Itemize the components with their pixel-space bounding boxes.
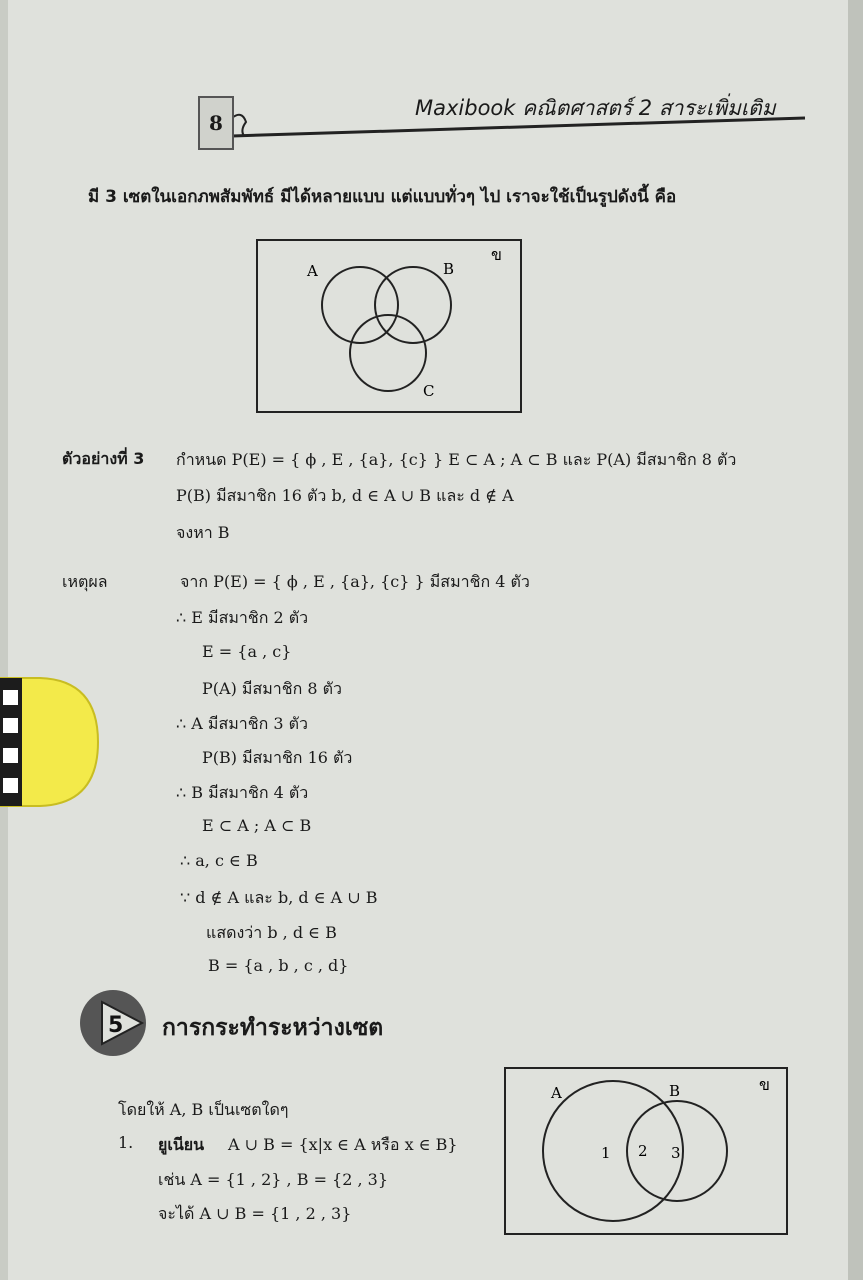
page-edge (848, 0, 863, 1280)
venn-diagram-three-sets (255, 238, 525, 416)
universe-box (257, 240, 521, 412)
header-underline (0, 0, 863, 160)
running-header-title: Maxibook คณิตศาสตร์ 2 สาระเพิ่มเติม (415, 96, 776, 120)
example-label: ตัวอย่างที่ 3 (62, 449, 145, 468)
region-1: 1 (601, 1144, 611, 1162)
ops-item-number: 1. (118, 1133, 134, 1152)
reason-line: B = {a , b , c , d} (208, 956, 349, 975)
section-title: การกระทำระหว่างเซต (162, 1015, 384, 1041)
example-line-3: จงหา B (176, 523, 230, 542)
example-line-1: กำหนด P(E) = { ϕ , E , {a}, {c} } E ⊂ A ; A ⊂ B และ P(A) มีสมาชิก 8 ตัว (176, 450, 737, 469)
reason-line: ∴ E มีสมาชิก 2 ตัว (176, 608, 309, 627)
reason-line: E ⊂ A ; A ⊂ B (202, 816, 312, 835)
ops-intro: โดยให้ A, B เป็นเซตใดๆ (118, 1100, 289, 1119)
yellow-page-clip (0, 676, 100, 808)
reason-line: ∴ a, c ∈ B (180, 851, 258, 870)
reason-line: ∴ B มีสมาชิก 4 ตัว (176, 783, 309, 802)
reason-label: เหตุผล (62, 572, 108, 591)
region-2: 2 (638, 1142, 648, 1160)
ops-item-title: ยูเนียน (158, 1135, 205, 1154)
set-c-circle (350, 315, 426, 391)
reason-line: P(B) มีสมาชิก 16 ตัว (202, 748, 353, 767)
reason-line: จาก P(E) = { ϕ , E , {a}, {c} } มีสมาชิก 4 ตัว (180, 572, 530, 591)
venn-diagram-union (503, 1066, 791, 1238)
section-number: 5 (108, 1013, 124, 1038)
section-number-badge (78, 988, 148, 1058)
reason-line: E = {a , c} (202, 642, 292, 661)
label-universe: ข (759, 1075, 770, 1094)
reason-line: ∵ d ∉ A และ b, d ∈ A ∪ B (180, 888, 378, 907)
ops-example-2: จะได้ A ∪ B = {1 , 2 , 3} (158, 1204, 352, 1223)
set-a-circle (543, 1081, 683, 1221)
label-universe: ข (491, 245, 502, 264)
ops-item-definition: A ∪ B = {x|x ∈ A หรือ x ∈ B} (228, 1135, 458, 1154)
reason-line: ∴ A มีสมาชิก 3 ตัว (176, 714, 309, 733)
label-b: B (669, 1082, 681, 1100)
region-3: 3 (671, 1144, 681, 1162)
label-b: B (443, 260, 455, 278)
reason-line: P(A) มีสมาชิก 8 ตัว (202, 679, 343, 698)
page-number: 8 (198, 96, 234, 150)
reason-line: แสดงว่า b , d ∈ B (206, 923, 337, 942)
intro-text: มี 3 เซตในเอกภพสัมพัทธ์ มีได้หลายแบบ แต่แบบทั่วๆ ไป เราจะใช้เป็นรูปดังนี้ คือ (88, 187, 677, 207)
label-a: A (307, 262, 318, 280)
ops-example-1: เช่น A = {1 , 2} , B = {2 , 3} (158, 1170, 389, 1189)
label-a: A (551, 1084, 562, 1102)
set-b-circle (375, 267, 451, 343)
label-c: C (423, 382, 435, 400)
example-line-2: P(B) มีสมาชิก 16 ตัว b, d ∈ A ∪ B และ d ∉ A (176, 486, 514, 505)
